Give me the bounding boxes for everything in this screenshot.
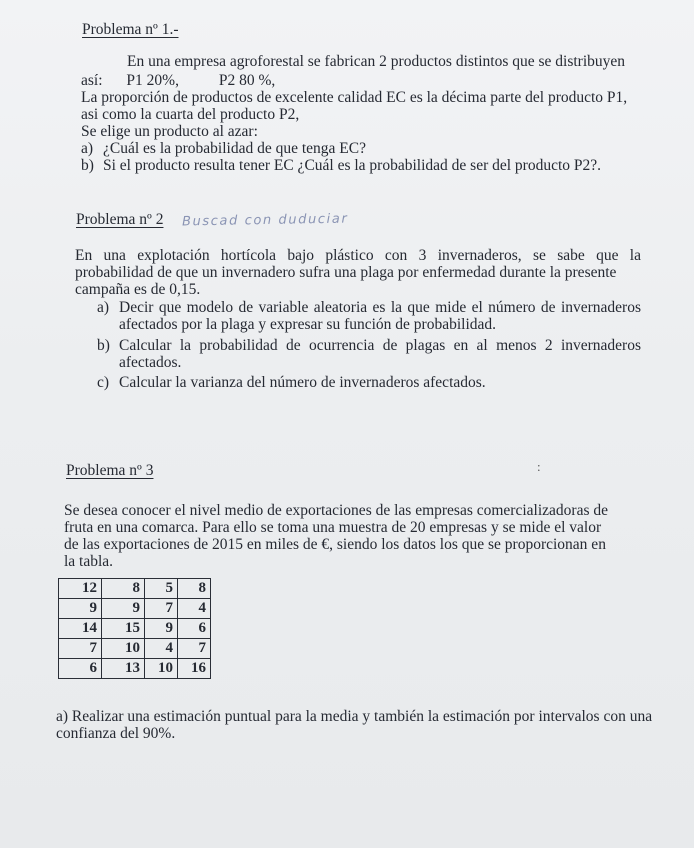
problem-2-question-b bbox=[75, 337, 641, 371]
table-cell: 9 bbox=[145, 619, 178, 639]
problem-3-line1: Se desea conocer el nivel medio de exportaciones de las empresas comercializadoras de bbox=[64, 502, 608, 519]
question-c-label: c) bbox=[97, 374, 110, 391]
table-row bbox=[59, 639, 211, 659]
table-cell: 16 bbox=[178, 659, 211, 679]
table-cell: 7 bbox=[59, 639, 102, 659]
table-cell: 12 bbox=[59, 579, 102, 599]
table-cell: 14 bbox=[59, 619, 102, 639]
problem-2-question-a bbox=[75, 299, 641, 333]
problem-3-line2: fruta en una comarca. Para ello se toma una muestra de 20 empresas y se mide el valor bbox=[64, 519, 602, 536]
question-a-label: a) bbox=[97, 299, 110, 316]
table-cell: 5 bbox=[145, 579, 178, 599]
problem-3-question-a: a) Realizar una estimación puntual para la media y también la estimación por intervalos con una confianza del 90%. bbox=[56, 708, 653, 742]
problem-1-intro: En una empresa agroforestal se fabrican 2 productos distintos que se distribuyen bbox=[127, 53, 626, 70]
question-c-text: Calcular la varianza del número de invernaderos afectados. bbox=[119, 374, 486, 391]
problem-1-body bbox=[81, 53, 641, 174]
table-cell: 10 bbox=[145, 659, 178, 679]
stray-mark: : bbox=[537, 459, 541, 474]
question-a-text: ¿Cuál es la probabilidad de que tenga EC? bbox=[103, 140, 366, 157]
problem-2-line3: campaña es de 0,15. bbox=[75, 281, 201, 298]
problem-1-question-a bbox=[81, 140, 641, 157]
table-cell: 10 bbox=[102, 639, 145, 659]
p1-share: P1 20%, bbox=[126, 72, 179, 89]
table-cell: 9 bbox=[102, 599, 145, 619]
problem-1-line4: asi como la cuarta del producto P2, bbox=[81, 106, 300, 123]
problem-1-shares bbox=[81, 72, 641, 89]
table-cell: 8 bbox=[102, 579, 145, 599]
problem-3-line3: de las exportaciones de 2015 en miles de €, siendo los datos los que se proporcionan en bbox=[64, 536, 606, 553]
table-row bbox=[59, 619, 211, 639]
table-cell: 9 bbox=[59, 599, 102, 619]
problem-1-title: Problema nº 1.- bbox=[82, 21, 179, 38]
question-a-label: a) bbox=[81, 140, 94, 157]
table-row bbox=[59, 599, 211, 619]
problem-1-line3: La proporción de productos de excelente calidad EC es la décima parte del producto P1, bbox=[81, 89, 628, 106]
table-row bbox=[59, 659, 211, 679]
exports-table bbox=[58, 578, 211, 679]
table-cell: 15 bbox=[102, 619, 145, 639]
question-b-text: Calcular la probabilidad de ocurrencia de plagas en al menos 2 invernaderos afectados. bbox=[119, 337, 641, 371]
problem-2-body bbox=[75, 247, 641, 391]
table-cell: 7 bbox=[178, 639, 211, 659]
asi-label: así: bbox=[81, 72, 103, 89]
question-b-label: b) bbox=[97, 337, 110, 354]
problem-2-question-c bbox=[75, 374, 641, 391]
problem-1-line5: Se elige un producto al azar: bbox=[81, 123, 258, 140]
table-cell: 8 bbox=[178, 579, 211, 599]
table-cell: 6 bbox=[178, 619, 211, 639]
question-b-label: b) bbox=[81, 157, 94, 174]
table-row bbox=[59, 579, 211, 599]
table-cell: 13 bbox=[102, 659, 145, 679]
table-cell: 6 bbox=[59, 659, 102, 679]
table-cell: 4 bbox=[145, 639, 178, 659]
question-a-text: Decir que modelo de variable aleatoria es la que mide el número de invernaderos afectados por la plaga y expresar su función de probabilidad. bbox=[119, 299, 641, 333]
problem-3-line4: la tabla. bbox=[64, 553, 114, 570]
handwritten-note: Buscad con duduciar bbox=[181, 211, 349, 230]
problem-3-title: Problema nº 3 bbox=[66, 462, 154, 479]
problem-2-title: Problema nº 2 bbox=[76, 211, 164, 228]
problem-2-line1: En una explotación hortícola bajo plástico con 3 invernaderos, se sabe que la bbox=[75, 247, 641, 264]
p2-share: P2 80 %, bbox=[218, 72, 276, 89]
table-cell: 7 bbox=[145, 599, 178, 619]
question-b-text: Si el producto resulta tener EC ¿Cuál es la probabilidad de ser del producto P2?. bbox=[103, 157, 602, 174]
table-cell: 4 bbox=[178, 599, 211, 619]
problem-2-line2: probabilidad de que un invernadero sufra una plaga por enfermedad durante la presente bbox=[75, 264, 617, 281]
problem-1-question-b bbox=[81, 157, 641, 174]
problem-3-body bbox=[64, 502, 650, 570]
